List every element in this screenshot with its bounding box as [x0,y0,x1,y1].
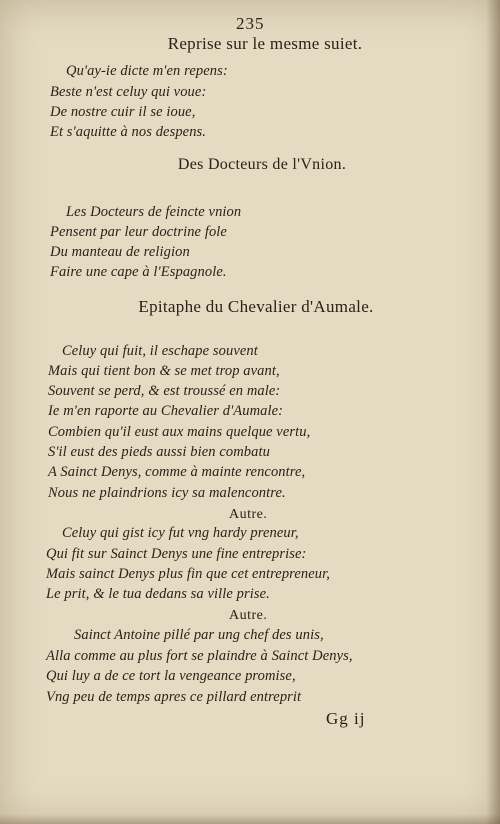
section-title-autre: Autre. [229,608,268,623]
verse-line: Ie m'en raporte au Chevalier d'Aumale: [48,403,284,419]
verse-line: Mais qui tient bon & se met trop avant, [48,363,280,379]
verse-line: Sainct Antoine pillé par ung chef des unis, [74,627,324,643]
page-bottom-shadow [0,814,500,824]
verse-line: Celuy qui fuit, il eschape souvent [62,343,258,359]
verse-line: Qui fit sur Sainct Denys une fine entreprise: [46,546,307,562]
verse-line: Beste n'est celuy qui voue: [50,84,207,100]
verse-line: Le prit, & le tua dedans sa ville prise. [46,586,270,602]
section-title-epitaphe: Epitaphe du Chevalier d'Aumale. [138,297,374,316]
verse-line: De nostre cuir il se ioue, [50,104,196,120]
verse-line: Combien qu'il eust aux mains quelque vertu, [48,424,311,440]
verse-line: Et s'aquitte à nos despens. [50,124,207,140]
verse-line: A Sainct Denys, comme à mainte rencontre, [48,464,306,480]
verse-line: Celuy qui gist icy fut vng hardy preneur, [62,525,299,541]
verse-line: Souvent se perd, & est troussé en male: [48,383,281,399]
section-title-autre: Autre. [229,507,268,522]
verse-line: Du manteau de religion [50,244,190,260]
verse-line: Qu'ay-ie dicte m'en repens: [66,63,228,79]
verse-line: S'il eust des pieds aussi bien combatu [48,444,270,460]
verse-line: Les Docteurs de feincte vnion [66,204,242,220]
verse-line: Faire une cape à l'Espagnole. [50,264,227,280]
verse-line: Nous ne plaindrions icy sa malencontre. [48,485,286,501]
verse-line: Mais sainct Denys plus fin que cet entrepreneur, [46,566,331,582]
verse-line: Alla comme au plus fort se plaindre à Sainct Denys, [46,648,353,664]
verse-line: Pensent par leur doctrine fole [50,224,227,240]
section-title-docteurs: Des Docteurs de l'Vnion. [177,156,347,173]
section-title-reprise: Reprise sur le mesme suiet. [167,34,363,53]
signature-mark: Gg ij [326,709,366,728]
page-number: 235 [236,14,265,33]
verse-line: Qui luy a de ce tort la vengeance promise, [46,668,296,684]
verse-line: Vng peu de temps apres ce pillard entreprit [46,689,302,705]
